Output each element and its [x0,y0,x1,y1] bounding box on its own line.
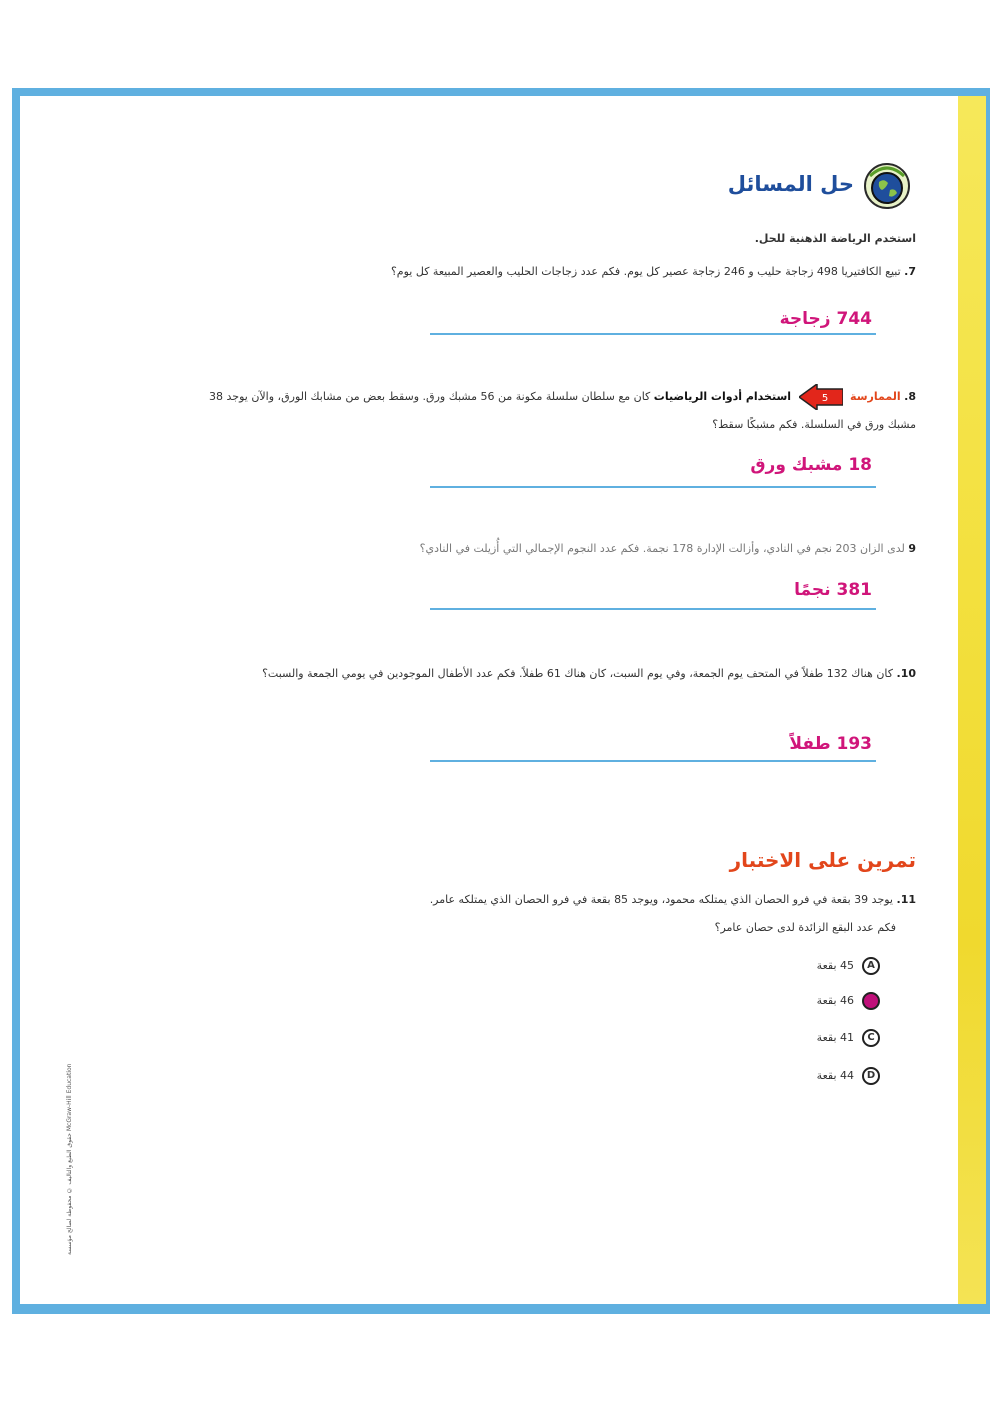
answer-9: 381 نجمًا [794,580,872,600]
problem-number: 8. [904,390,916,403]
option-text: 45 بقعة [816,959,854,972]
test-practice-title: تمرين على الاختبار [729,848,916,872]
problem-text: يوجد 39 بقعة في فرو الحصان الذي يمتلكه محمود، ويوجد 85 بقعة في فرو الحصان الذي يمتلكه عامر. [429,893,893,906]
section-title: حل المسائل [727,172,854,196]
answer-line [430,608,876,610]
practice-label: الممارسة [850,390,901,403]
problem-11-line2: فكم عدد البقع الزائدة لدى حصان عامر؟ [714,921,896,934]
problem-number: 10. [896,667,916,680]
practice-arrow-icon [799,384,843,410]
option-text: 46 بقعة [816,994,854,1007]
problem-text: كان مع سلطان سلسلة مكونة من 56 مشبك ورق. وسقط بعض من مشابك الورق، والآن يوجد 38 مشبك ورق في السلسلة. فكم مشبكًا سقط؟ [209,390,916,431]
copyright-side-note: حقوق الطبع والتأليف © محفوظة لصالح مؤسسة McGraw-Hill Education [66,1063,73,1255]
option-text: 44 بقعة [816,1069,854,1082]
problem-number: 7. [904,265,916,278]
answer-7: 744 زجاجة [779,309,872,329]
globe-icon [862,160,912,210]
answer-8: 18 مشبك ورق [750,455,872,475]
practice-tools-label: استخدام أدوات الرياضيات [653,390,792,403]
option-a[interactable] [817,957,880,975]
answer-10: 193 طفلاً [789,734,872,754]
problem-text: تبيع الكافتيريا 498 زجاجة حليب و 246 زجاجة عصير كل يوم. فكم عدد زجاجات الحليب والعصير المبيعة كل يوم؟ [390,265,901,278]
option-d[interactable] [817,1067,880,1085]
problem-11 [146,886,916,914]
problem-9 [181,535,916,563]
answer-line [430,333,876,335]
answer-line [430,760,876,762]
option-bubble[interactable]: A [862,957,880,975]
option-b[interactable] [817,992,880,1010]
problem-7 [181,258,916,286]
problem-number: 9 [908,542,916,555]
option-bubble[interactable]: D [862,1067,880,1085]
option-bubble-selected[interactable]: B [862,992,880,1010]
option-text: 41 بقعة [816,1031,854,1044]
problem-number: 11. [896,893,916,906]
practice-number: 5 [821,393,828,404]
problem-10 [181,660,916,688]
yellow-margin-strip [958,96,986,1304]
option-c[interactable] [817,1029,880,1047]
answer-line [430,486,876,488]
problem-text: كان هناك 132 طفلاً في المتحف يوم الجمعة، وفي يوم السبت، كان هناك 61 طفلاً. فكم عدد الأطفال الموجودين في يومي الجمعة والسبت؟ [262,667,893,680]
option-bubble[interactable]: C [862,1029,880,1047]
problem-8 [181,383,916,439]
instruction-text: استخدم الرياضة الذهنية للحل. [754,232,916,245]
problem-text: لدى الزان 203 نجم في النادي، وأزالت الإدارة 178 نجمة. فكم عدد النجوم الإجمالي التي أُزيلت في النادي؟ [419,542,905,555]
